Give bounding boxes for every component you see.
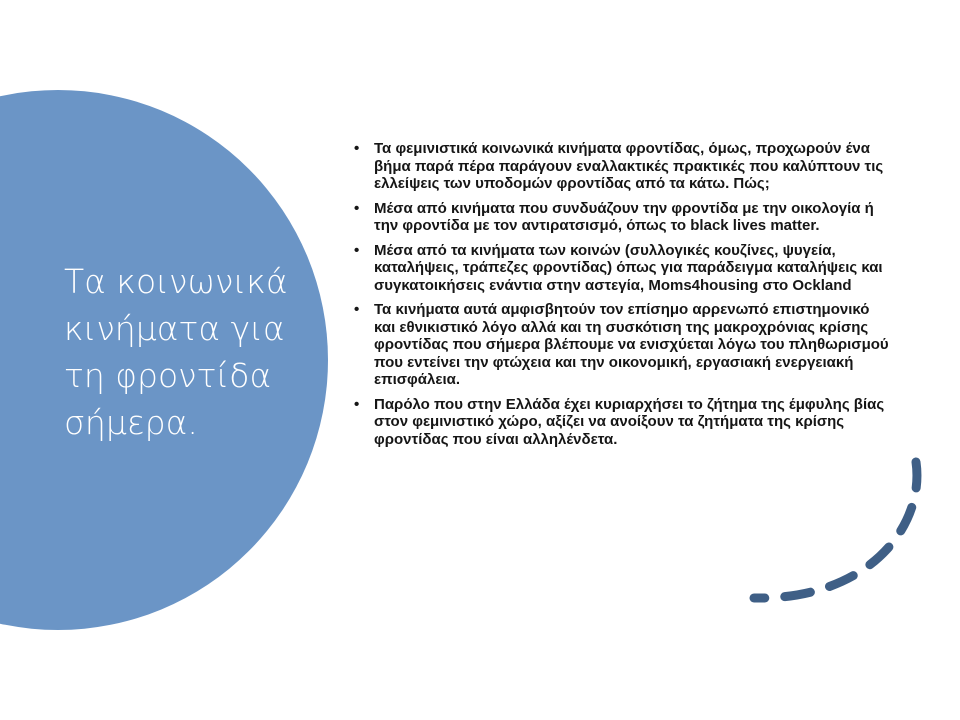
bullet-text: Τα φεμινιστικά κοινωνικά κινήματα φροντίδας, όμως, προχωρούν ένα βήμα παρά πέρα παράγουν εναλλακτικές πρακτικές που καλύπτουν τις ελλείψεις των υποδομών φροντίδας από τα κάτω. Πώς; [374, 140, 884, 192]
slide-title: Τα κοινωνικά κινήματα για τη φροντίδα σήμερα. [64, 262, 288, 442]
bullet-marker: • [354, 395, 360, 413]
bullet-marker: • [354, 241, 360, 259]
bullet-item-3 [352, 242, 892, 295]
dashed-arc-icon [740, 450, 940, 620]
bullet-item-5 [352, 396, 892, 449]
bullet-item-4 [352, 301, 892, 389]
bullet-item-2 [352, 200, 892, 235]
bullet-text: Μέσα από τα κινήματα των κοινών (συλλογικές κουζίνες, ψυγεία, καταλήψεις, τράπεζες φροντίδας) όπως για παράδειγμα καταλήψεις και συγκατοικήσεις ενάντια στην αστεγία, Moms4housing στο Ockland [374, 241, 883, 294]
dashed-arc-stroke [754, 462, 917, 598]
bullet-text: Μέσα από κινήματα που συνδυάζουν την φροντίδα με την οικολογία ή την φροντίδα με τον αντιρατσισμό, όπως το black lives matter. [374, 199, 874, 234]
bullet-marker: • [354, 301, 360, 318]
bullet-text: Παρόλο που στην Ελλάδα έχει κυριαρχήσει το ζήτημα της έμφυλης βίας στον φεμινιστικό χώρο, αξίζει να ανοίξουν τα ζητήματα της κρίσης φροντίδας που είναι αλληλένδετα. [374, 395, 885, 448]
bullet-item-1 [352, 140, 892, 193]
bullet-marker: • [354, 199, 360, 217]
bullet-text: Τα κινήματα αυτά αμφισβητούν τον επίσημο αρρενωπό επιστημονικό και εθνικιστικό λόγο αλλά και τη συσκότιση της μακροχρόνιας κρίσης φροντίδας που σήμερα βλέπουμε να ενισχύεται λόγω του πληθωρισμού που εντείνει την φτώχεια και την οικονομική, εργασιακή ενεργειακή επισφάλεια. [374, 301, 889, 388]
bullet-list [352, 140, 892, 455]
bullet-marker: • [354, 140, 360, 157]
